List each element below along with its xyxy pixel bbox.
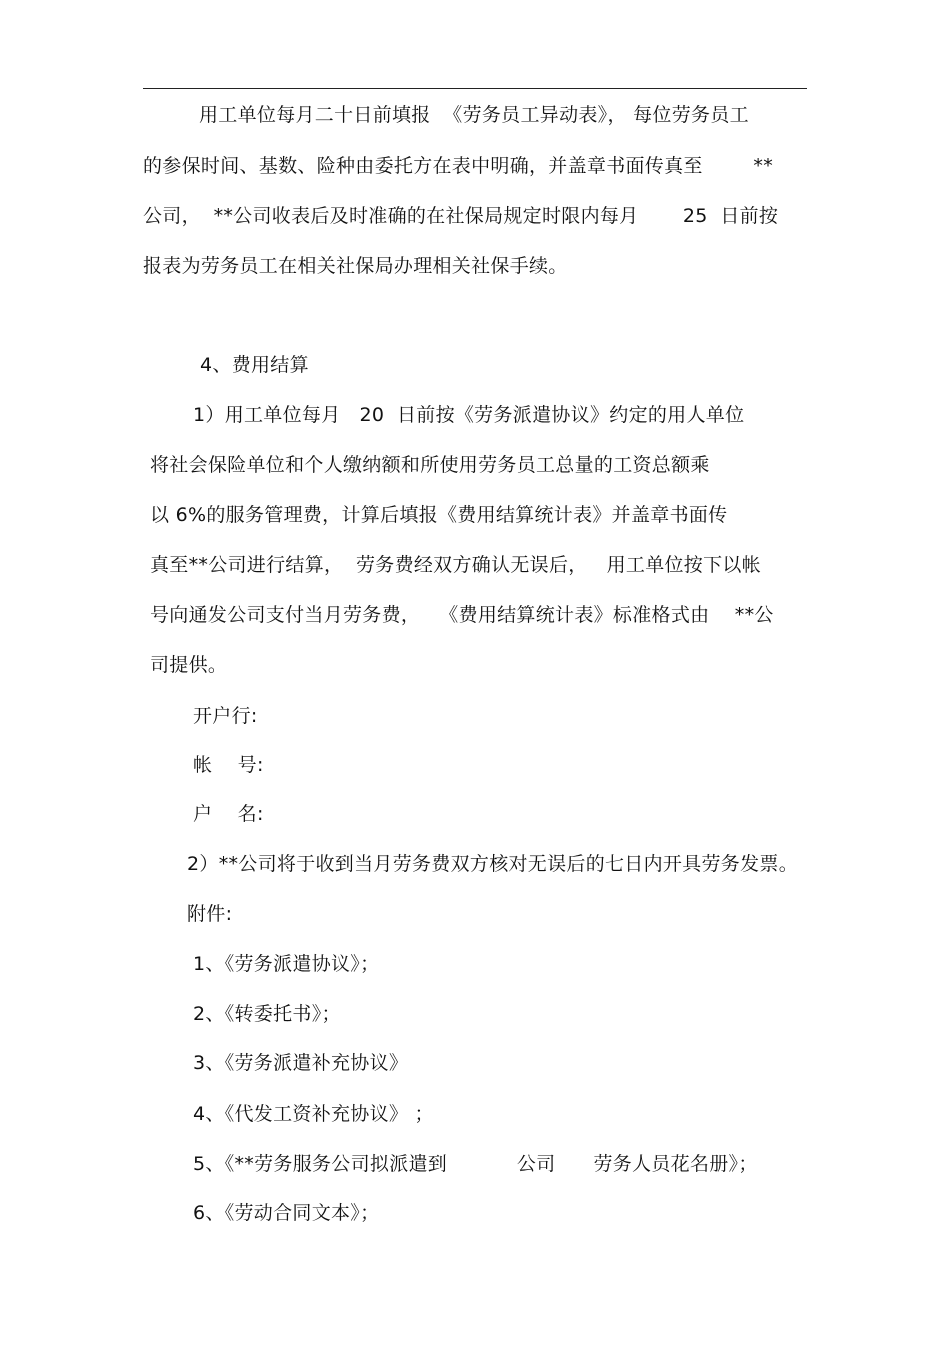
attachment-item: 1、《劳务派遣协议》； [193,953,380,975]
account-field-label: 帐 号: [193,754,264,776]
attachment-item: 2、《转委托书》； [193,1003,341,1025]
attachment-item: 6、《劳动合同文本》； [193,1202,380,1224]
paragraph-line: 公司， **公司收表后及时准确的在社保局规定时限内每月 25 日前按 [143,205,779,227]
attachment-item: 5、《**劳务服务公司拟派遣到 公司 劳务人员花名册》； [193,1153,758,1175]
paragraph-line: 2）**公司将于收到当月劳务费双方核对无误后的七日内开具劳务发票。 [187,853,798,875]
paragraph-line: 1）用工单位每月 20 日前按《劳务派遣协议》约定的用人单位 [193,404,745,426]
bank-field-label: 开户行: [193,705,258,727]
section-heading: 4、费用结算 [200,354,309,376]
paragraph-line: 以 6%的服务管理费，计算后填报《费用结算统计表》并盖章书面传 [150,504,728,526]
account-name-field-label: 户 名: [193,803,264,825]
attachment-item: 3、《劳务派遣补充协议》 [193,1052,409,1074]
paragraph-line: 号向通发公司支付当月劳务费， 《费用结算统计表》标准格式由 **公 [150,604,774,626]
paragraph-line: 将社会保险单位和个人缴纳额和所使用劳务员工总量的工资总额乘 [150,454,710,476]
paragraph-line: 报表为劳务员工在相关社保局办理相关社保手续。 [143,255,568,277]
attachment-item: 4、《代发工资补充协议》 ； [193,1103,434,1125]
paragraph-line: 的参保时间、基数、险种由委托方在表中明确，并盖章书面传真至 ** [143,155,774,177]
attachments-heading: 附件: [187,903,233,925]
paragraph-line: 真至**公司进行结算， 劳务费经双方确认无误后， 用工单位按下以帐 [150,554,761,576]
paragraph-line: 用工单位每月二十日前填报 《劳务员工异动表》， 每位劳务员工 [199,104,749,126]
paragraph-line: 司提供。 [150,654,228,676]
header-rule [143,88,807,89]
